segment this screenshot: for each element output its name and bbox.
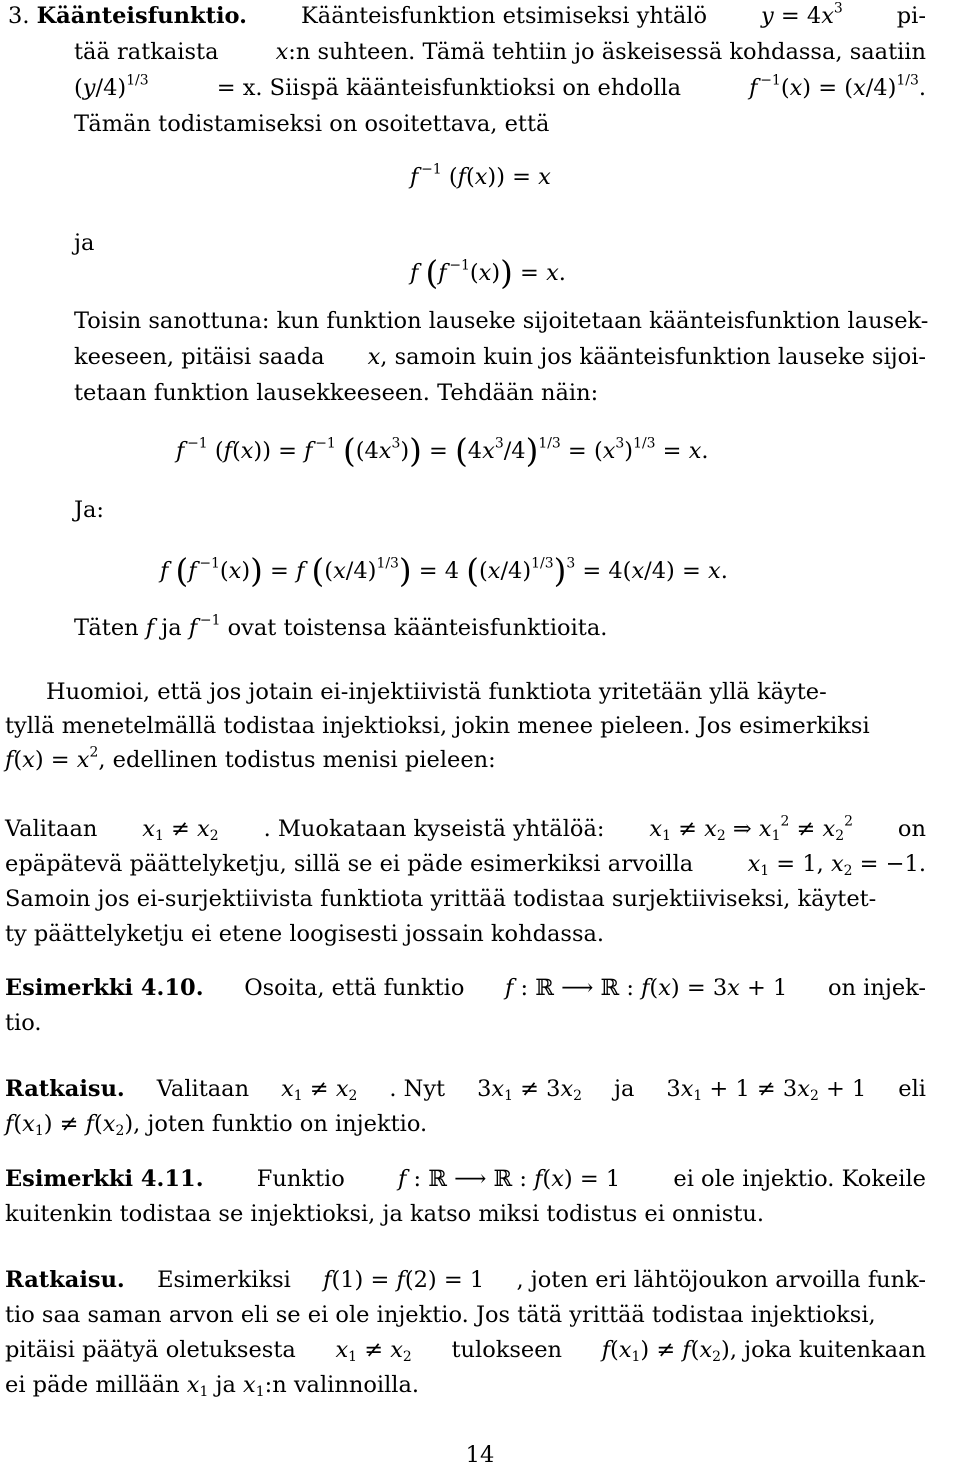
para2-line-1: Toisin sanottuna: kun funktion lauseke sijoitetaan käänteisfunktion lausek- <box>74 308 929 334</box>
solution-411-line-4: ei päde millään $x_1$ ja $x_1:n$ valinnoilla. <box>5 1372 420 1401</box>
equation-f-of-inverse: f (f $^{-1}$(x)) = x. <box>410 253 566 292</box>
section-line-4: Tämän todistamiseksi on osoitettava, että <box>74 111 550 137</box>
conclusion-line: Täten f ja f $^{-1}$ ovat toistensa käänteisfunktioita. <box>74 612 608 641</box>
solution-411-label: Ratkaisu. <box>5 1267 125 1293</box>
note-line-7: ty päättelyketju ei etene loogisesti jossain kohdassa. <box>5 921 605 947</box>
note-line-4: Valitaan $x_1 \ne x_2$ . Muokataan kyseistä yhtälöä: $x_1 \ne x_2$ ⇒ $x_1^2 \ne x_2^2$ on <box>5 813 926 845</box>
equation-proof-2: f (f $^{-1}$(x)) = f $((x/4)^{1/3}) = 4$ $((x/4)^{1/3})^3 = 4(x/4) = x$. <box>160 551 728 590</box>
solution-411-line-1: Ratkaisu. Esimerkiksi f(1) = f(2) = 1 , joten eri lähtöjoukon arvoilla funk- <box>5 1267 926 1293</box>
equation-given: $y = 4x^3$ <box>761 0 843 29</box>
section-heading: Käänteisfunktio. <box>36 3 247 29</box>
line2-text-a: tää ratkaista <box>74 39 219 65</box>
para2-line-2: keeseen, pitäisi saada x, samoin kuin jos käänteisfunktion lauseke sijoi- <box>74 344 926 370</box>
ja-colon-label: Ja: <box>74 497 105 523</box>
example-411-line-2: kuitenkin todistaa se injektioksi, ja katso miksi todistus ei onnistu. <box>5 1201 765 1227</box>
equation-inverse-candidate: f $^{-1}(x) = (x/4)^{1/3}$. <box>749 72 926 101</box>
equation-proof-1: f $^{-1}$ (f(x)) = f $^{-1}$ $((4x^3)) = (4x^3/4)^{1/3} = (x^3)^{1/3} = x$. <box>176 431 709 470</box>
section-number: 3. <box>8 3 30 29</box>
note-line-1: Huomioi, että jos jotain ei-injektiivistä funktiota yritetään yllä käyte- <box>46 679 827 705</box>
ja-label: ja <box>74 230 95 256</box>
note-line-6: Samoin jos ei-surjektiivista funktiota yrittää todistaa surjektiiviseksi, käytet- <box>5 886 877 912</box>
para2-line-3: tetaan funktion lausekkeeseen. Tehdään näin: <box>74 380 599 406</box>
note-line-2: tyllä menetelmällä todistaa injektioksi, jokin menee pieleen. Jos esimerkiksi <box>5 713 870 739</box>
section-line-2: tää ratkaista x:n suhteen. Tämä tehtiin jo äskeisessä kohdassa, saatiin <box>74 39 926 65</box>
line3-text: = x. Siispä käänteisfunktioksi on ehdolla <box>216 75 682 101</box>
example-411-label: Esimerkki 4.11. <box>5 1166 204 1192</box>
section-line-1 <box>8 0 926 29</box>
line2-text-b: :n suhteen. Tämä tehtiin jo äskeisessä kohdassa, saatiin <box>288 39 926 65</box>
equation-inverse-of-f: f $^{-1}$ (f(x)) = x <box>410 161 551 190</box>
note-line-5: epäpätevä päättelyketju, sillä se ei päde esimerkiksi arvoilla $x_1 = 1$, $x_2 = -1$. <box>5 851 926 880</box>
example-410-line-2: tio. <box>5 1010 42 1036</box>
example-410-label: Esimerkki 4.10. <box>5 975 204 1001</box>
intro-text-2: pi- <box>896 3 926 29</box>
note-line-3: $f(x) = x^2$, edellinen todistus menisi pieleen: <box>5 744 496 773</box>
intro-text-1: Käänteisfunktion etsimiseksi yhtälö <box>300 3 708 29</box>
solution-410-line-2: $f(x_1) \ne f(x_2)$, joten funktio on injektio. <box>5 1111 428 1140</box>
example-411-line-1: Esimerkki 4.11. Funktio f : ℝ ⟶ ℝ : f(x) = 1 ei ole injektio. Kokeile <box>5 1166 926 1192</box>
equation-inverse-hint: $(y/4)^{1/3}$ <box>74 72 149 101</box>
section-line-3 <box>74 72 926 101</box>
example-410-line-1: Esimerkki 4.10. Osoita, että funktio f : ℝ ⟶ ℝ : f(x) = 3x + 1 on injek- <box>5 975 926 1001</box>
solution-411-line-3: pitäisi päätyä oletuksesta $x_1 \ne x_2$ tulokseen $f(x_1) \ne f(x_2)$, joka kuitenkaan <box>5 1337 926 1366</box>
solution-410-line-1: Ratkaisu. Valitaan $x_1 \ne x_2$ . Nyt $3x_1 \ne 3x_2$ ja $3x_1 + 1 \ne 3x_2 + 1$ eli <box>5 1076 926 1105</box>
solution-411-line-2: tio saa saman arvon eli se ei ole injektio. Jos tätä yrittää todistaa injektioksi, <box>5 1302 876 1328</box>
page-number: 14 <box>465 1442 495 1468</box>
solution-410-label: Ratkaisu. <box>5 1076 125 1102</box>
